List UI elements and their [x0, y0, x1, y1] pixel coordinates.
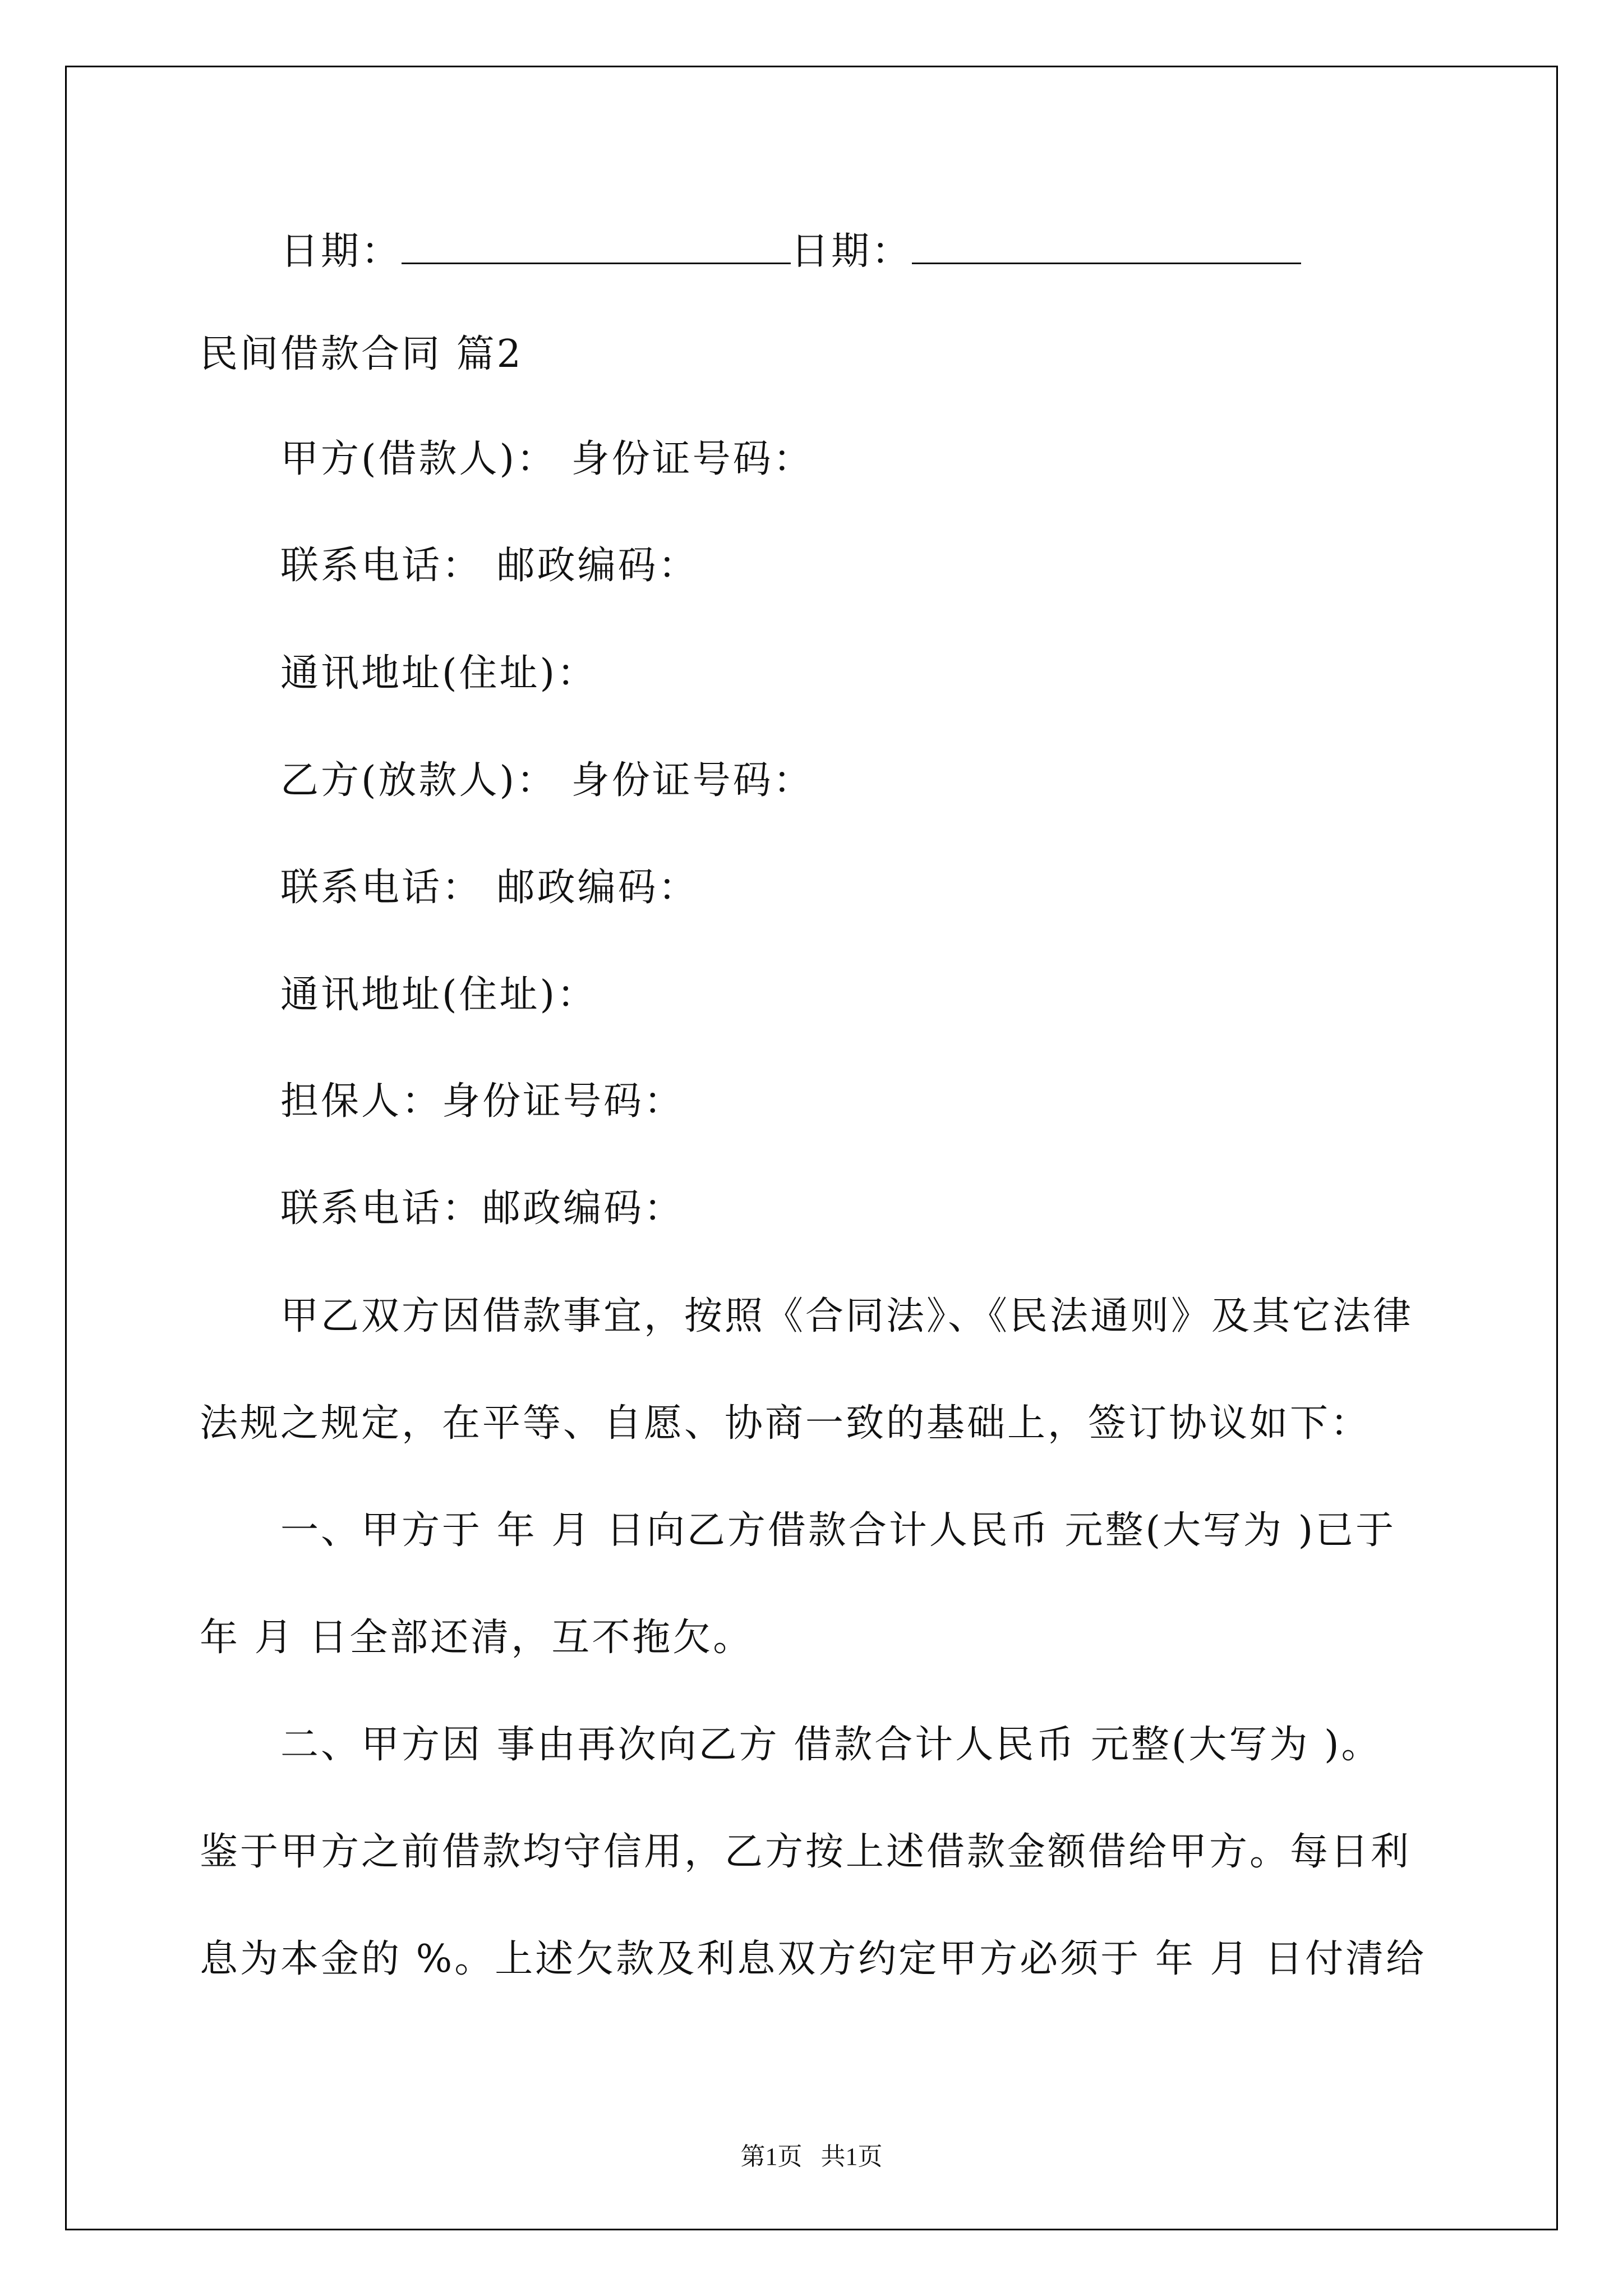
guarantor-line-2: 联系电话：邮政编码：	[280, 1186, 685, 1231]
clause-2-line-1: 二、甲方因 事由再次向乙方 借款合计人民币 元整(大写为 )。	[280, 1723, 1382, 1767]
date-blank-b	[912, 231, 1301, 264]
party-b-line-3: 通讯地址(住址)：	[280, 973, 598, 1017]
party-a-line-3: 通讯地址(住址)：	[280, 651, 598, 696]
date-line	[280, 229, 1301, 274]
clause-2-line-3: 息为本金的 %。上述欠款及利息双方约定甲方必须于 年 月 日付清给	[200, 1937, 1427, 1981]
party-a-line-1: 甲方(借款人)： 身份证号码：	[280, 437, 814, 481]
party-a-line-2: 联系电话： 邮政编码：	[280, 544, 699, 588]
preamble-line-2: 法规之规定，在平等、自愿、协商一致的基础上，签订协议如下：	[200, 1401, 1371, 1446]
date-label-b: 日期：	[791, 229, 912, 274]
clause-1-line-2: 年 月 日全部还清，互不拖欠。	[200, 1616, 754, 1660]
guarantor-line-1: 担保人：身份证号码：	[280, 1079, 685, 1124]
party-b-line-1: 乙方(放款人)： 身份证号码：	[280, 758, 814, 803]
date-blank-a	[402, 231, 791, 264]
date-label-a: 日期：	[280, 229, 402, 274]
party-b-line-2: 联系电话： 邮政编码：	[280, 866, 699, 910]
page-border	[65, 66, 1558, 2230]
preamble-line-1: 甲乙双方因借款事宜，按照《合同法》、《民法通则》及其它法律	[280, 1294, 1414, 1338]
section-title: 民间借款合同 篇2	[200, 332, 523, 376]
clause-1-line-1: 一、甲方于 年 月 日向乙方借款合计人民币 元整(大写为 )已于	[280, 1508, 1396, 1553]
clause-2-line-2: 鉴于甲方之前借款均守信用，乙方按上述借款金额借给甲方。每日利	[200, 1830, 1412, 1874]
page-footer: 第1页 共1页	[740, 2143, 883, 2170]
